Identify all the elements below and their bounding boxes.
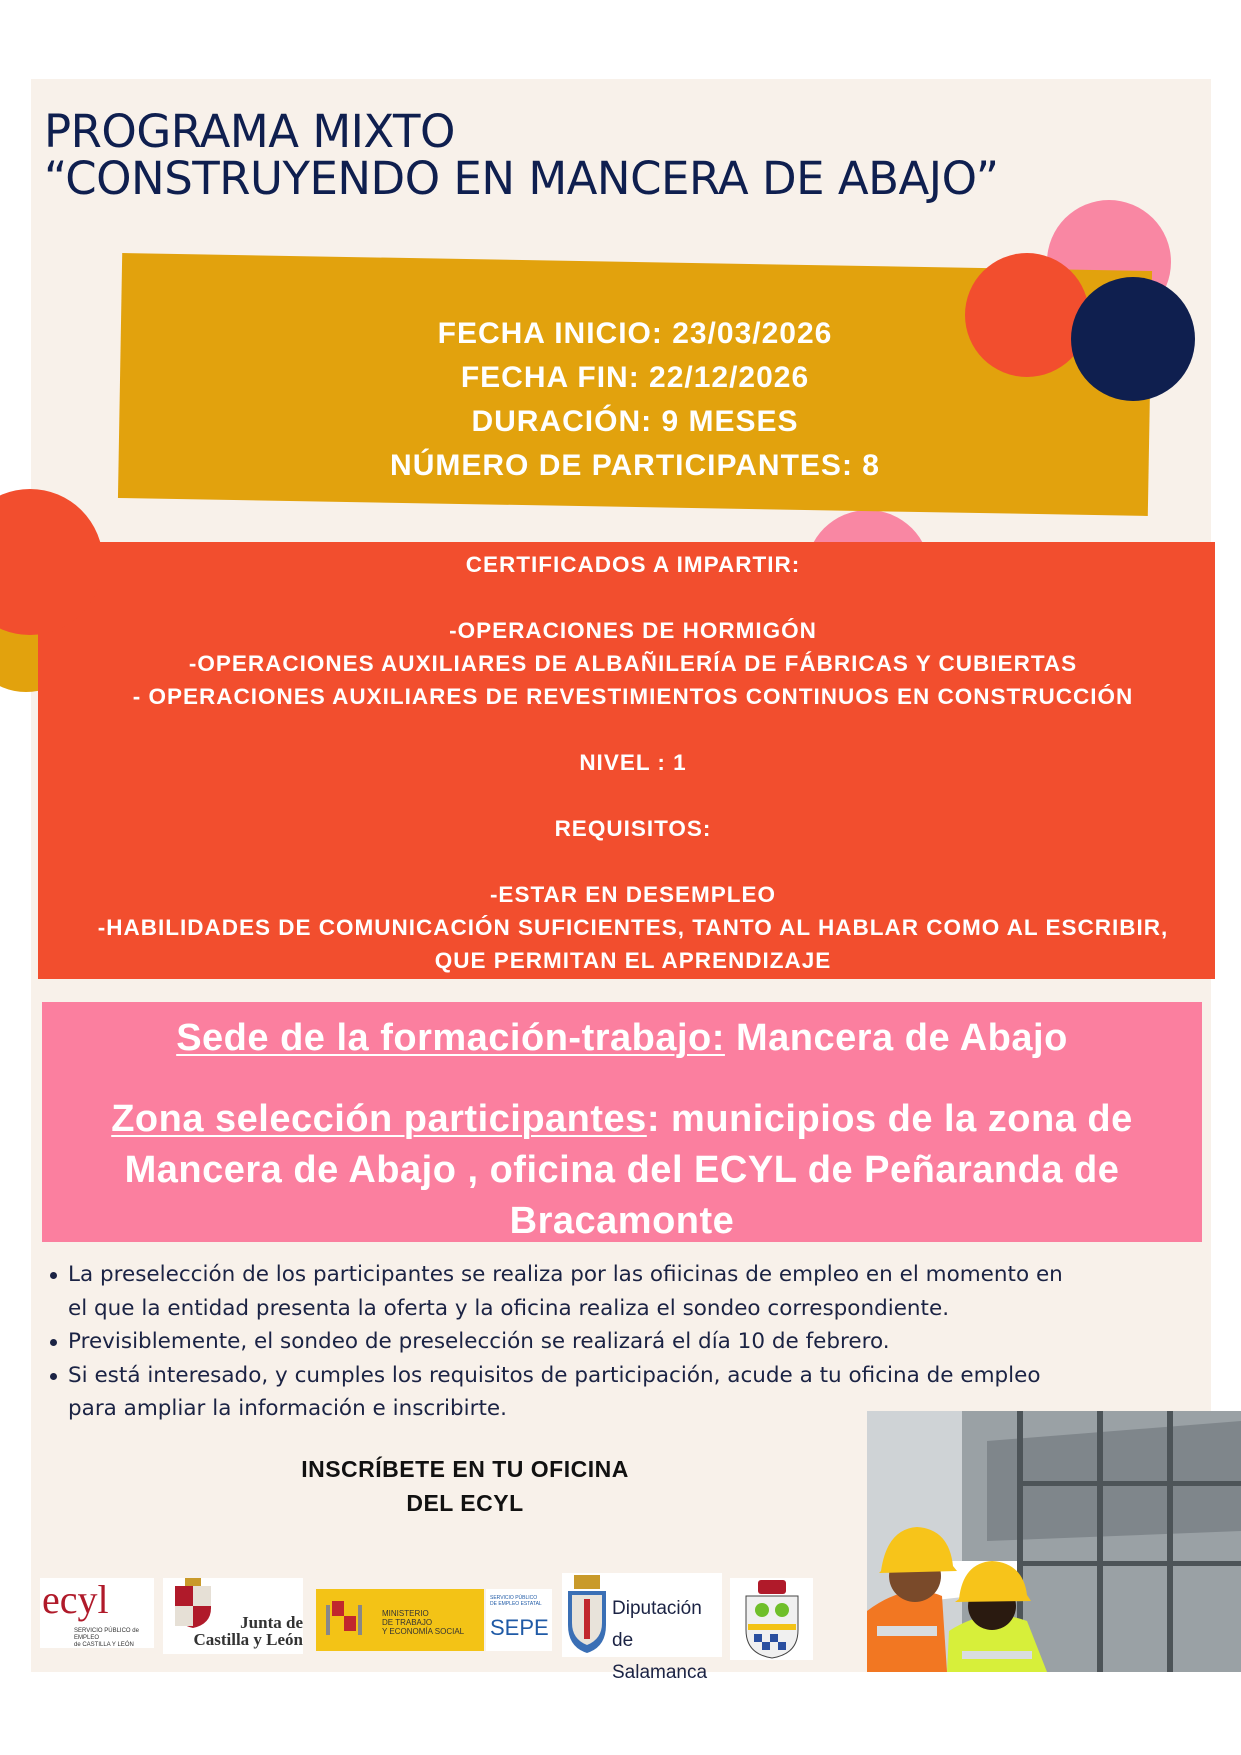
sede-line [42,1012,1202,1064]
certificate-item: - OPERACIONES AUXILIARES DE REVESTIMIENTOS CONTINUOS EN CONSTRUCCIÓN [132,684,1134,709]
call-to-action [280,1452,650,1520]
list-item: Previsiblemente, el sondeo de preselección se realizará el día 10 de febrero. [48,1325,1088,1359]
sede-value: Mancera de Abajo [735,1017,1068,1059]
list-item: Si está interesado, y cumples los requisitos de participación, acude a tu oficina de empleo para ampliar la información e inscribirte. [48,1359,1088,1426]
ecyl-wordmark: ecyl [42,1577,109,1622]
diputacion-shield-icon [564,1573,610,1655]
zona-value: : municipios de la zona de Mancera de Abajo , oficina del ECYL de Peñaranda de Bracamonte [124,1098,1133,1242]
page-title [44,105,999,205]
ministerio-label: MINISTERIO DE TRABAJO Y ECONOMÍA SOCIAL [382,1609,465,1636]
info-bullet-list [48,1258,1088,1426]
ecyl-subtitle: SERVICIO PÚBLICO de EMPLEO de CASTILLA Y LEÓN [74,1628,139,1648]
sede-label: Sede de la formación-trabajo: [176,1017,725,1059]
certificates-block [38,548,1228,977]
title-line-2: “CONSTRUYENDO EN MANCERA DE ABAJO” [44,152,999,205]
requirements-heading: REQUISITOS: [554,816,712,841]
list-item: La preselección de los participantes se realiza por las ofiicinas de empleo en el momento en el que la entidad presenta la oferta y la oficina realiza el sondeo correspondiente. [48,1258,1088,1325]
junta-castilla-leon-logo [163,1578,303,1654]
sepe-subtitle: SERVICIO PÚBLICO DE EMPLEO ESTATAL [490,1595,542,1607]
end-date: FECHA FIN: 22/12/2026 [460,361,810,394]
requirement-item: -ESTAR EN DESEMPLEO [489,882,777,907]
dates-block [120,312,1150,488]
cta-line-1: INSCRÍBETE EN TU OFICINA [301,1456,629,1482]
junta-label: Junta de Castilla y León [193,1613,303,1649]
start-date: FECHA INICIO: 23/03/2026 [437,317,833,350]
zona-line [42,1094,1202,1247]
requirement-item: QUE PERMITAN EL APRENDIZAJE [434,948,832,973]
certificate-item: -OPERACIONES AUXILIARES DE ALBAÑILERÍA DE FÁBRICAS Y CUBIERTAS [188,651,1078,676]
diputacion-label: Diputación de Salamanca [612,1598,708,1683]
certificate-item: -OPERACIONES DE HORMIGÓN [449,618,817,643]
ecyl-logo [40,1578,154,1648]
requirement-item: -HABILIDADES DE COMUNICACIÓN SUFICIENTES, TANTO AL HABLAR COMO AL ESCRIBIR, [97,915,1169,940]
sepe-wordmark: SEPE [490,1615,549,1640]
zona-label: Zona selección participantes [111,1098,647,1140]
construction-workers-photo [867,1411,1241,1672]
duration: DURACIÓN: 9 MESES [471,405,799,438]
level-label: NIVEL : 1 [579,750,687,775]
mancera-coat-of-arms [730,1578,813,1660]
certificates-heading: CERTIFICADOS A IMPARTIR: [465,552,801,577]
spain-coat-of-arms-icon [324,1595,364,1645]
location-block [42,1012,1202,1247]
ministerio-logo [316,1589,484,1651]
cta-line-2: DEL ECYL [406,1490,524,1516]
participants-count: NÚMERO DE PARTICIPANTES: 8 [390,449,880,482]
municipal-shield-icon [730,1578,813,1660]
sepe-logo [486,1589,552,1651]
diputacion-salamanca-logo [562,1573,722,1683]
title-line-1: PROGRAMA MIXTO [44,105,455,158]
